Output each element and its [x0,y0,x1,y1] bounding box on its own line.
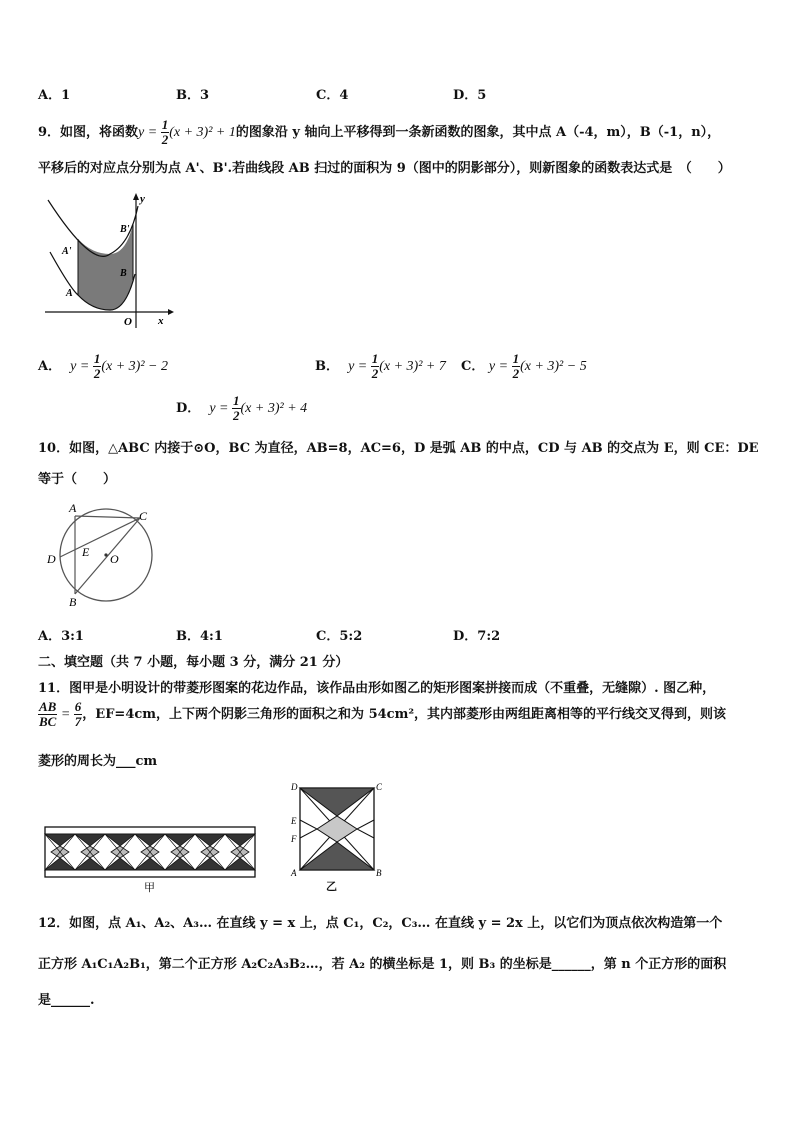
q10-stem-line2: 等于（ ） [38,472,117,487]
q11-yi-label-a: A [291,868,297,878]
q9-option-d-frac [232,394,241,423]
q9-fraction [161,118,170,147]
q9-option-b-frac [371,352,380,381]
q11-yi-label-f: F [291,834,297,844]
q9-label-a: A [66,288,73,299]
q12-stem-line2: 正方形 A₁C₁A₂B₁，第二个正方形 A₂C₂A₃B₂…，若 A₂ 的横坐标是 1，则 B₃ 的坐标是______，第 n 个正方形的面积 [38,957,727,972]
q9-func-tail: (x + 3)² + 1 [169,125,236,140]
q9-frac-den: 2 [161,132,169,147]
q9-option-d-den: 2 [233,408,240,423]
q9-stem-line2: 平移后的对应点分别为点 A'、B'.若曲线段 AB 扫过的面积为 9（图中的阴影部分），则新图象的函数表达式是 （ ） [38,161,731,176]
q9-option-c [461,352,587,381]
q9-option-c-tail: (x + 3)² − 5 [520,359,587,374]
q9-option-b-tail: (x + 3)² + 7 [379,359,446,374]
q10-center-dot [104,553,107,556]
q11-frac-num: AB [39,699,57,714]
q11-stem-line1: 11．图甲是小明设计的带菱形图案的花边作品，该作品由形如图乙的矩形图案拼接而成（不重叠，无缝隙）. 图乙种， [38,681,716,696]
q9-x-arrow [168,309,174,315]
q9-option-d-num: 1 [233,393,240,408]
q9-option-a-pre: y = [70,359,93,374]
q9-option-b-pre: y = [348,359,371,374]
q11-yi-label-b: B [376,868,382,878]
q9-label-o: O [124,316,132,328]
q11-stem-line3: 菱形的周长为___cm [38,754,158,769]
q9-y-arrow [133,193,139,200]
q10-label-a: A [69,501,77,515]
q10-label-b: B [69,595,77,608]
q11-val-den: 7 [74,714,82,729]
q9-option-b-letter: B． [315,359,339,374]
q10-option-c: C．5:2 [316,629,363,644]
q11-jia-label: 甲 [144,882,155,894]
q9-label-aprime: A' [62,246,72,257]
q11-yi-caption: 乙 [326,880,337,893]
q10-label-d: D [47,552,56,566]
q9-option-a-num: 1 [93,351,101,366]
q9-option-a-tail: (x + 3)² − 2 [101,359,168,374]
q9-frac-num: 1 [161,117,169,132]
q11-val-num: 6 [74,699,82,714]
q10-option-a: A．3:1 [38,629,84,644]
q11-ratio-frac [38,700,57,729]
section-heading: 二、填空题（共 7 小题，每小题 3 分，满分 21 分） [38,655,349,670]
q9-option-a [38,352,168,381]
q9-option-a-den: 2 [93,366,101,381]
q11-figure-jia [44,826,258,894]
q12-stem-line1: 12．如图，点 A₁、A₂、A₃… 在直线 y = x 上，点 C₁，C₂，C₃… 在直线 y = 2x 上，以它们为顶点依次构造第一个 [38,916,723,931]
q12-stem-line3: 是______. [38,993,95,1008]
q10-label-c: C [139,509,148,523]
q8-option-a: A．1 [38,88,71,103]
q9-label-bprime: B' [120,224,130,235]
q10-label-e: E [82,545,90,559]
q9-option-c-pre: y = [488,359,512,374]
q11-yi-label-d: D [291,782,298,792]
q9-option-c-num: 1 [512,351,520,366]
q9-option-d-pre: y = [209,401,233,416]
q9-option-c-den: 2 [512,366,520,381]
q11-yi-label-c: C [376,782,382,792]
q11-line2-rest: ，EF=4cm，上下两个阴影三角形的面积之和为 54cm²，其内部菱形由两组距离相等的平行线交叉得到，则该 [82,707,727,722]
q9-option-d-letter: D． [176,401,201,416]
q9-option-a-letter: A． [38,359,62,374]
q9-func: y = [138,125,161,140]
q10-option-b: B．4:1 [176,629,223,644]
q9-option-c-letter: C． [461,359,485,374]
q9-prefix: 9．如图，将函数 [38,125,139,140]
q9-option-d-tail: (x + 3)² + 4 [240,401,308,416]
q11-yi-label-e: E [291,816,297,826]
q9-option-d [176,394,307,423]
q10-circle-figure [42,500,162,608]
q11-frac-eq: = [57,707,74,722]
q9-option-b [315,352,446,381]
q9-option-b-num: 1 [371,351,379,366]
q11-figure-yi [287,780,382,882]
q11-frac-den: BC [39,714,57,729]
q11-stem-line2 [38,700,726,729]
q8-option-c: C．4 [316,88,349,103]
q9-label-x: x [158,315,164,327]
q9-label-y: y [140,193,145,205]
q9-option-b-den: 2 [371,366,379,381]
q10-label-o: O [110,552,119,566]
q8-option-b: B．3 [176,88,210,103]
q9-parabola-figure [40,188,180,338]
q10-stem-line1: 10．如图，△ABC 内接于⊙O，BC 为直径，AB=8，AC=6，D 是弧 AB 的中点，CD 与 AB 的交点为 E，则 CE：DE [38,441,759,456]
q9-option-c-frac [512,352,521,381]
q9-label-b: B [120,268,127,279]
q9-line1-rest: 的图象沿 y 轴向上平移得到一条新函数的图象，其中点 A（-4，m），B（-1，n）， [235,125,721,140]
q9-shaded-region [78,224,133,310]
q8-option-d: D．5 [453,88,487,103]
q10-option-d: D．7:2 [453,629,501,644]
q9-stem-line1 [38,118,720,147]
